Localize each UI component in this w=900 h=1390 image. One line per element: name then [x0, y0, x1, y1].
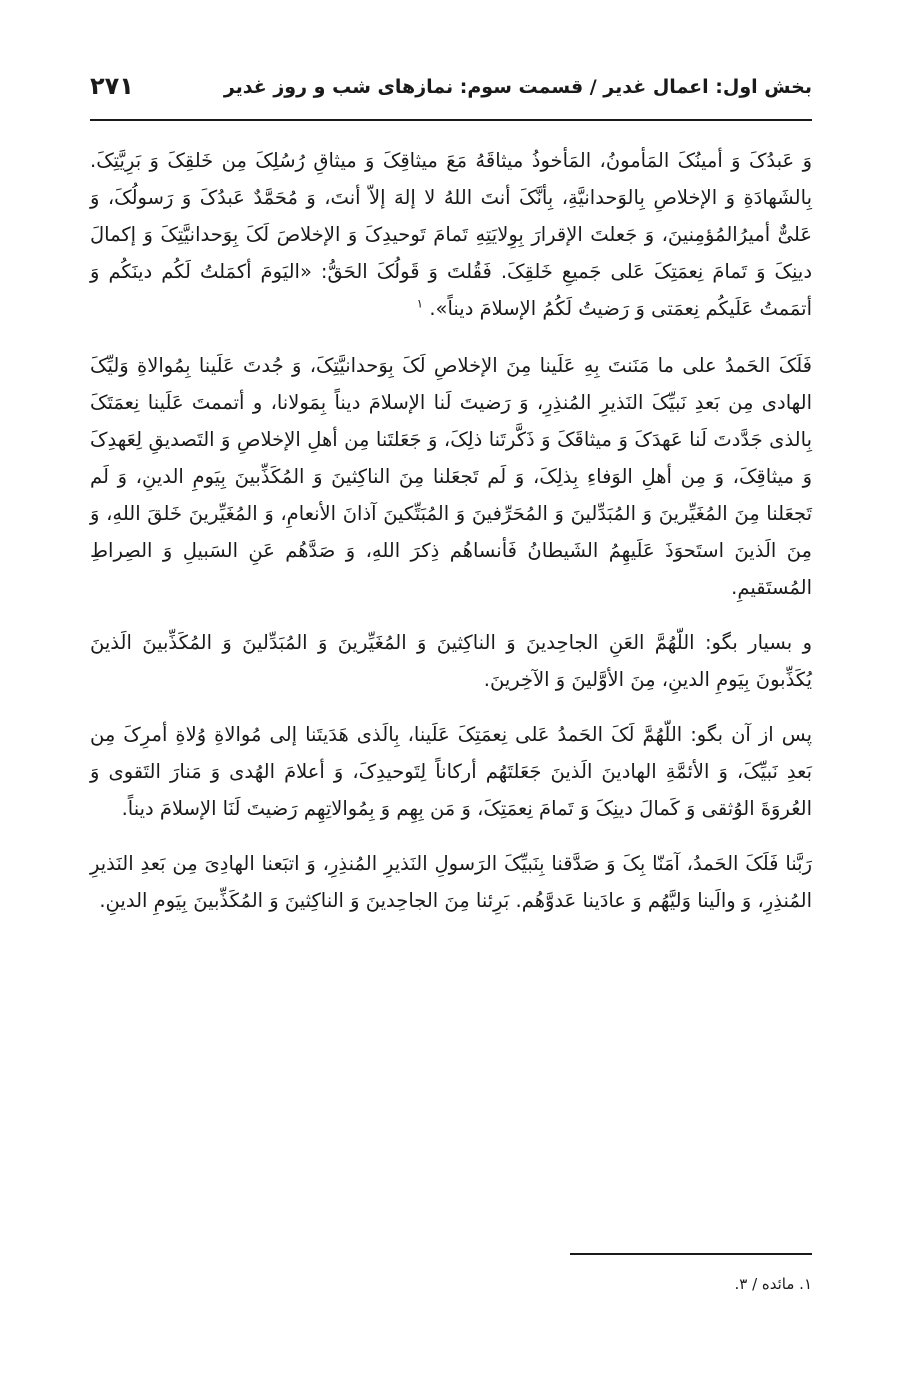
page-number: ۲۷۱	[90, 72, 134, 100]
paragraph-1-text: وَ عَبدُکَ وَ أمینُکَ المَأمونُ، المَأخوذُ میثاقَهُ مَعَ میثاقِکَ وَ میثاقِ رُسُلِکَ مِن خَلقِکَ وَ بَرِیَّتِکَ. بِالشَهادَةِ وَ الإخلاصِ بِالوَحدانیَّةِ، بِأنَّکَ أنتَ اللهُ لا إلهَ إلاّ أنتَ، وَ مُحَمَّدٌ عَبدُکَ وَ رَسولُکَ، وَ عَلیٌّ أمیرُالمُؤمِنینَ، وَ جَعلتَ الإقرارَ بِوِلایَتِهِ تَمامَ تَوحیدِکَ وَ الإخلاصَ لَکَ بِوَحدانیَّتِکَ وَ إکمالَ دینِکَ وَ تَمامَ نِعمَتِکَ عَلی جَمیعِ خَلقِکَ. فَقُلتَ وَ قَولُکَ الحَقُّ: «الیَومَ أکمَلتُ لَکُم دینَکُم وَ أتمَمتُ عَلَیکُم نِعمَتی وَ رَضیتُ لَکُمُ الإسلامَ دیناً».	[90, 149, 812, 320]
paragraph-4: پس از آن بگو: اللّهُمَّ لَکَ الحَمدُ عَلی نِعمَتِکَ عَلَینا، بِالَذی هَدَیتَنا إلی مُوالاةِ وُلاةِ أمرِکَ مِن بَعدِ نَبیِّکَ، وَ الأئمَّةِ الهادینَ الَذینَ جَعَلتَهُم أرکاناً لِتَوحیدِکَ، وَ أعلامَ الهُدی وَ مَنارَ التَقوی وَ العُروَةَ الوُثقی وَ کَمالَ دینِکَ وَ تَمامَ نِعمَتِکَ، وَ مَن بِهِم وَ بِمُوالاتِهِم رَضیتَ لَنَا الإسلامَ دیناً.	[90, 723, 812, 820]
header-divider	[90, 119, 812, 121]
paragraph-1	[90, 142, 812, 327]
main-text	[90, 142, 812, 937]
running-header-title: بخش اول: اعمال غدیر / قسمت سوم: نمازهای شب و روز غدیر	[223, 76, 812, 98]
paragraph-3: و بسیار بگو: اللّهُمَّ العَنِ الجاحِدینَ وَ الناکِثینَ وَ المُغَیِّرینَ وَ المُبَدِّلینَ وَ المُکَذِّبینَ الَذینَ یُکَذِّبونَ بِیَومِ الدینِ، مِنَ الأوَّلینَ وَ الآخِرینَ.	[90, 631, 812, 691]
footnote: ۱. مائده / ۳.	[734, 1275, 812, 1293]
paragraph-5: رَبَّنا فَلَکَ الحَمدُ، آمَنّا بِکَ وَ صَدَّقنا بِنَبیِّکَ الرَسولِ النَذیرِ المُنذِرِ، وَ اتبَعنا الهادِیَ مِن بَعدِ النَذیرِ المُنذِرِ، وَ والَینا وَلیَّهُم وَ عادَینا عَدوَّهُم. بَرِئنا مِنَ الجاحِدینَ وَ الناکِثینَ وَ المُکَذِّبینَ بِیَومِ الدینِ.	[90, 852, 812, 912]
footnote-divider	[570, 1253, 812, 1255]
paragraph-2: فَلَکَ الحَمدُ علی ما مَنَنتَ بِهِ عَلَینا مِنَ الإخلاصِ لَکَ بِوَحدانیَّتِکَ، وَ جُدتَ عَلَینا بِمُوالاةِ وَلیِّکَ الهادی مِن بَعدِ نَبیِّکَ النَذیرِ المُنذِرِ، وَ رَضیتَ لَنا الإسلامَ دیناً بِمَولانا، و أتممتَ عَلَینا نِعمَتَکَ بِالذی جَدَّدتَ لَنا عَهدَکَ وَ میثاقَکَ وَ ذَکَّرتَنا ذلِکَ، وَ جَعَلتَنا مِن أهلِ الإخلاصِ وَ التَصدیقِ لِعَهدِکَ وَ میثاقِکَ، وَ مِن أهلِ الوَفاءِ بِذلِکَ، وَ لَم تَجعَلنا مِنَ الناکِثینَ وَ المُکَذِّبینَ بِیَومِ الدینِ، وَ لَم تَجعَلنا مِنَ المُغَیِّرینَ وَ المُبَدِّلینَ وَ المُحَرِّفینَ وَ المُبَتِّکینَ آذانَ الأنعامِ، وَ المُغَیِّرینَ خَلقَ اللهِ، وَ مِنَ الَذینَ استَحوَذَ عَلَیهِمُ الشَیطانُ فَأنساهُم ذِکرَ اللهِ، وَ صَدَّهُم عَنِ السَبیلِ وَ الصِراطِ المُستَقیمِ.	[90, 354, 812, 599]
running-header	[90, 72, 812, 112]
footnote-reference: ۱	[416, 296, 424, 311]
